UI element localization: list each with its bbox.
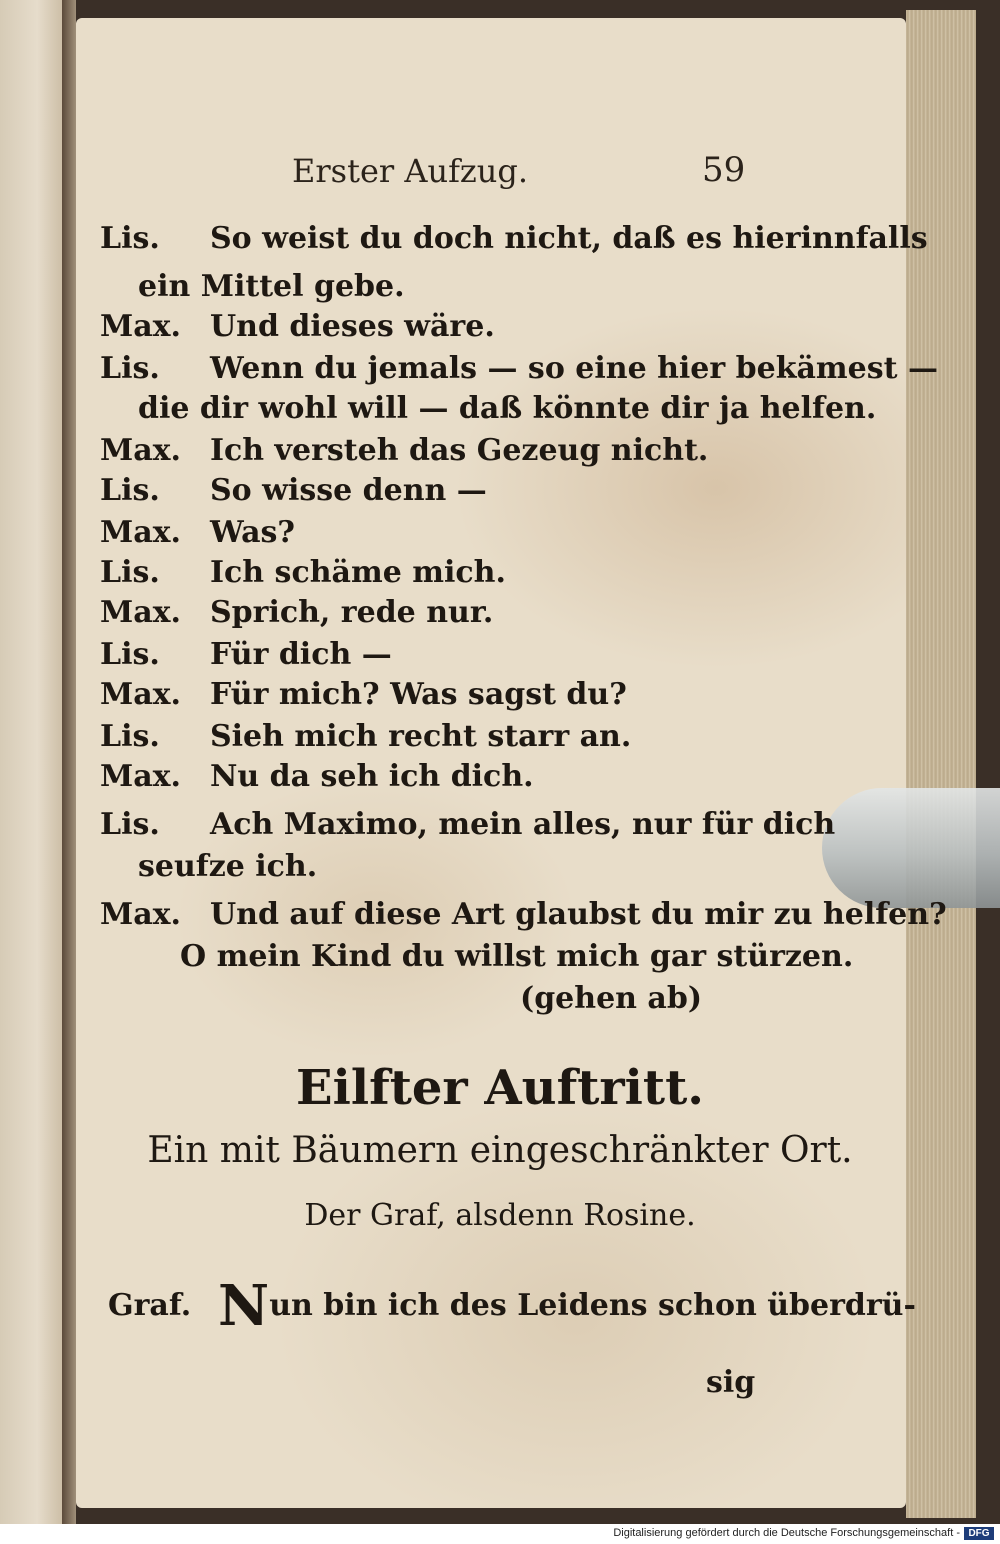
- speaker-label: Lis.: [100, 555, 160, 590]
- dialogue-line: [100, 807, 836, 842]
- speaker-label: Lis.: [100, 221, 160, 256]
- line-text: Nu da seh ich dich.: [210, 759, 534, 794]
- line-text: O mein Kind du willst mich gar stürzen.: [180, 939, 854, 974]
- line-text: Für dich —: [210, 637, 392, 672]
- dialogue-line: [138, 391, 877, 426]
- line-text: ein Mittel gebe.: [138, 269, 405, 304]
- line-text: Und auf diese Art glaubst du mir zu helfen?: [210, 897, 947, 932]
- line-text: seufze ich.: [138, 849, 318, 884]
- dialogue-line: [100, 677, 627, 712]
- dialogue-line: [100, 221, 928, 256]
- dialogue-line: [180, 939, 854, 974]
- scene-characters: Der Graf, alsdenn Rosine.: [304, 1198, 696, 1233]
- drop-capital: N: [218, 1273, 270, 1339]
- line-text: Ach Maximo, mein alles, nur für dich: [210, 807, 836, 842]
- line-text: Für mich? Was sagst du?: [210, 677, 627, 712]
- graf-line: [108, 1273, 916, 1339]
- speaker-label: Lis.: [100, 719, 160, 754]
- speaker-label: Lis.: [100, 473, 160, 508]
- running-head: Erster Aufzug.: [292, 152, 529, 190]
- line-text: Was?: [210, 515, 295, 550]
- speaker-label: Max.: [100, 309, 181, 344]
- stage-direction: (gehen ab): [520, 981, 703, 1016]
- footer-bar: [0, 1524, 1000, 1544]
- line-text: Ich schäme mich.: [210, 555, 506, 590]
- speaker-label: Max.: [100, 759, 181, 794]
- speaker-label: Max.: [100, 515, 181, 550]
- speaker-label: Lis.: [100, 637, 160, 672]
- page-holder-clip: [822, 788, 1000, 908]
- dialogue-line: [100, 637, 392, 672]
- speaker-label: Max.: [100, 433, 181, 468]
- line-text: Ich versteh das Gezeug nicht.: [210, 433, 709, 468]
- speaker-label: Max.: [100, 897, 181, 932]
- dialogue-line: [138, 269, 405, 304]
- line-text: So weist du doch nicht, daß es hierinnfalls: [210, 221, 928, 256]
- speaker-label: Max.: [100, 677, 181, 712]
- catchword: sig: [706, 1365, 756, 1400]
- dialogue-line: [100, 595, 494, 630]
- line-text: Wenn du jemals — so eine hier bekämest —: [210, 351, 938, 386]
- facing-page-edge: [0, 0, 64, 1524]
- speaker-label: Graf.: [108, 1288, 192, 1323]
- dialogue-line: [100, 309, 495, 344]
- scene-setting: Ein mit Bäumern eingeschränkter Ort.: [147, 1130, 853, 1171]
- line-text: Sprich, rede nur.: [210, 595, 494, 630]
- line-text: Sieh mich recht starr an.: [210, 719, 632, 754]
- dialogue-line: [100, 351, 938, 386]
- page-number: 59: [702, 150, 746, 190]
- dialogue-line: [100, 473, 487, 508]
- speaker-label: Lis.: [100, 807, 160, 842]
- line-text: Und dieses wäre.: [210, 309, 495, 344]
- line-text: un bin ich des Leidens schon überdrü-: [269, 1288, 916, 1323]
- dialogue-line: [100, 433, 709, 468]
- speaker-label: Max.: [100, 595, 181, 630]
- dialogue-line: [100, 515, 295, 550]
- dialogue-line: [138, 849, 318, 884]
- dialogue-line: [100, 759, 534, 794]
- line-text: die dir wohl will — daß könnte dir ja helfen.: [138, 391, 877, 426]
- dialogue-line: [100, 897, 947, 932]
- footer-credit: Digitalisierung gefördert durch die Deutsche Forschungsgemeinschaft -: [613, 1527, 960, 1539]
- dfg-logo: DFG: [964, 1527, 994, 1540]
- dialogue-line: [100, 719, 632, 754]
- scene-heading: Eilfter Auftritt.: [296, 1060, 704, 1116]
- line-text: So wisse denn —: [210, 473, 487, 508]
- speaker-label: Lis.: [100, 351, 160, 386]
- book-gutter: [62, 0, 76, 1524]
- dialogue-line: [100, 555, 506, 590]
